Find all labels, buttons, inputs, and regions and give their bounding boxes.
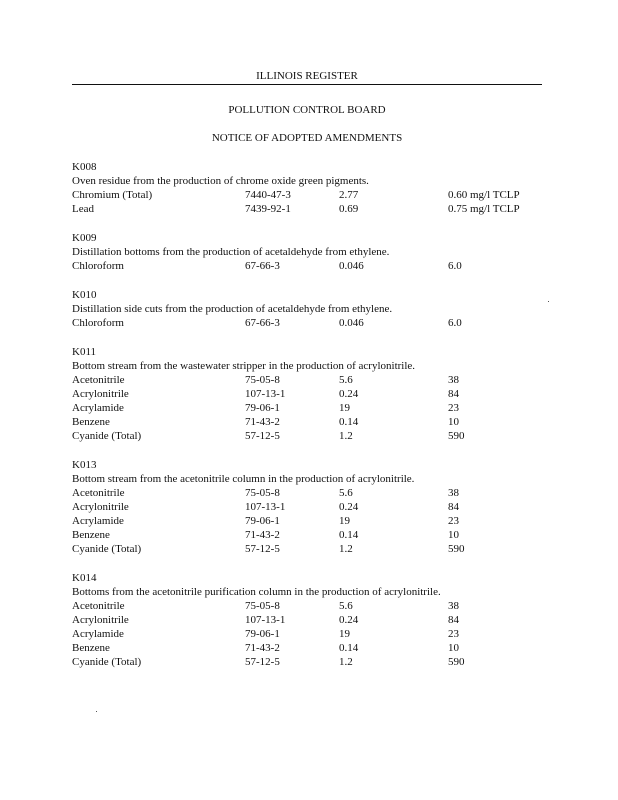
nonwastewater-standard: 10: [448, 416, 459, 428]
wastewater-standard: 0.14: [339, 642, 359, 654]
constituent-name: Acetonitrile: [72, 600, 125, 612]
cas-number: 79-06-1: [245, 402, 280, 414]
constituent-name: Acrylonitrile: [72, 614, 129, 626]
cas-number: 71-43-2: [245, 416, 280, 428]
waste-code: K014: [72, 572, 97, 584]
constituent-row: [72, 373, 542, 387]
wastewater-standard: 1.2: [339, 543, 353, 555]
nonwastewater-standard: 38: [448, 374, 459, 386]
constituent-name: Lead: [72, 203, 94, 215]
constituent-row: [72, 202, 542, 216]
wastewater-standard: 0.69: [339, 203, 359, 215]
wastewater-standard: 19: [339, 628, 350, 640]
nonwastewater-standard: 590: [448, 656, 465, 668]
wastewater-standard: 1.2: [339, 430, 353, 442]
waste-description: Bottom stream from the wastewater stripper in the production of acrylonitrile.: [72, 360, 416, 372]
constituent-name: Benzene: [72, 642, 110, 654]
waste-section: [72, 288, 542, 330]
nonwastewater-standard: 38: [448, 600, 459, 612]
nonwastewater-standard: 6.0: [448, 260, 462, 272]
wastewater-standard: 0.046: [339, 260, 364, 272]
nonwastewater-standard: 590: [448, 543, 465, 555]
waste-description: Oven residue from the production of chrome oxide green pigments.: [72, 175, 369, 187]
constituent-row: [72, 259, 542, 273]
waste-code: K011: [72, 346, 97, 358]
constituent-row: [72, 542, 542, 556]
constituent-row: [72, 401, 542, 415]
nonwastewater-standard: 84: [448, 501, 459, 513]
nonwastewater-standard: 23: [448, 515, 459, 527]
notice-title: NOTICE OF ADOPTED AMENDMENTS: [211, 132, 403, 144]
cas-number: 57-12-5: [245, 656, 280, 668]
wastewater-standard: 0.24: [339, 388, 359, 400]
wastewater-standard: 5.6: [339, 487, 353, 499]
wastewater-standard: 2.77: [339, 189, 359, 201]
nonwastewater-standard: 0.60 mg/l TCLP: [448, 189, 520, 201]
constituent-name: Acrylonitrile: [72, 388, 129, 400]
constituent-row: [72, 528, 542, 542]
constituent-row: [72, 613, 542, 627]
constituent-name: Acetonitrile: [72, 374, 125, 386]
wastewater-standard: 19: [339, 515, 350, 527]
cas-number: 67-66-3: [245, 260, 280, 272]
constituent-row: [72, 627, 542, 641]
waste-code: K013: [72, 459, 97, 471]
waste-description: Distillation bottoms from the production of acetaldehyde from ethylene.: [72, 246, 390, 258]
cas-number: 75-05-8: [245, 374, 280, 386]
wastewater-standard: 0.046: [339, 317, 364, 329]
constituent-row: [72, 514, 542, 528]
wastewater-standard: 1.2: [339, 656, 353, 668]
cas-number: 79-06-1: [245, 628, 280, 640]
cas-number: 71-43-2: [245, 529, 280, 541]
constituent-row: [72, 641, 542, 655]
constituent-name: Cyanide (Total): [72, 656, 142, 668]
waste-code: K010: [72, 289, 97, 301]
constituent-name: Chloroform: [72, 260, 124, 272]
cas-number: 71-43-2: [245, 642, 280, 654]
constituent-row: [72, 387, 542, 401]
cas-number: 107-13-1: [245, 501, 286, 513]
constituent-name: Chromium (Total): [72, 189, 153, 201]
waste-description: Bottoms from the acetonitrile purification column in the production of acrylonitrile.: [72, 586, 441, 598]
waste-section: [72, 345, 542, 443]
waste-code-sections: [72, 160, 542, 684]
constituent-name: Acrylonitrile: [72, 501, 129, 513]
constituent-name: Acrylamide: [72, 402, 124, 414]
cas-number: 79-06-1: [245, 515, 280, 527]
cas-number: 107-13-1: [245, 388, 286, 400]
wastewater-standard: 0.14: [339, 416, 359, 428]
wastewater-standard: 5.6: [339, 600, 353, 612]
constituent-name: Cyanide (Total): [72, 430, 142, 442]
scan-speck: [548, 301, 549, 302]
waste-section: [72, 458, 542, 556]
constituent-row: [72, 599, 542, 613]
nonwastewater-standard: 84: [448, 614, 459, 626]
constituent-name: Acrylamide: [72, 628, 124, 640]
nonwastewater-standard: 0.75 mg/l TCLP: [448, 203, 520, 215]
waste-section: [72, 160, 542, 216]
nonwastewater-standard: 38: [448, 487, 459, 499]
nonwastewater-standard: 84: [448, 388, 459, 400]
constituent-row: [72, 316, 542, 330]
constituent-name: Acetonitrile: [72, 487, 125, 499]
nonwastewater-standard: 23: [448, 628, 459, 640]
register-title: ILLINOIS REGISTER: [72, 70, 542, 85]
wastewater-standard: 19: [339, 402, 350, 414]
waste-description: Bottom stream from the acetonitrile column in the production of acrylonitrile.: [72, 473, 415, 485]
wastewater-standard: 5.6: [339, 374, 353, 386]
cas-number: 67-66-3: [245, 317, 280, 329]
wastewater-standard: 0.24: [339, 501, 359, 513]
constituent-name: Benzene: [72, 529, 110, 541]
constituent-name: Benzene: [72, 416, 110, 428]
waste-section: [72, 571, 542, 669]
waste-code: K008: [72, 161, 97, 173]
nonwastewater-standard: 6.0: [448, 317, 462, 329]
nonwastewater-standard: 10: [448, 529, 459, 541]
cas-number: 57-12-5: [245, 430, 280, 442]
waste-code: K009: [72, 232, 97, 244]
cas-number: 107-13-1: [245, 614, 286, 626]
constituent-row: [72, 188, 542, 202]
scan-speck: [96, 711, 97, 712]
constituent-name: Cyanide (Total): [72, 543, 142, 555]
constituent-row: [72, 415, 542, 429]
constituent-name: Chloroform: [72, 317, 124, 329]
cas-number: 57-12-5: [245, 543, 280, 555]
nonwastewater-standard: 23: [448, 402, 459, 414]
nonwastewater-standard: 10: [448, 642, 459, 654]
waste-description: Distillation side cuts from the production of acetaldehyde from ethylene.: [72, 303, 393, 315]
board-name: POLLUTION CONTROL BOARD: [228, 104, 386, 116]
constituent-row: [72, 429, 542, 443]
nonwastewater-standard: 590: [448, 430, 465, 442]
cas-number: 75-05-8: [245, 487, 280, 499]
constituent-row: [72, 655, 542, 669]
cas-number: 7440-47-3: [245, 189, 291, 201]
constituent-row: [72, 486, 542, 500]
cas-number: 7439-92-1: [245, 203, 291, 215]
constituent-row: [72, 500, 542, 514]
waste-section: [72, 231, 542, 273]
constituent-name: Acrylamide: [72, 515, 124, 527]
cas-number: 75-05-8: [245, 600, 280, 612]
wastewater-standard: 0.14: [339, 529, 359, 541]
wastewater-standard: 0.24: [339, 614, 359, 626]
